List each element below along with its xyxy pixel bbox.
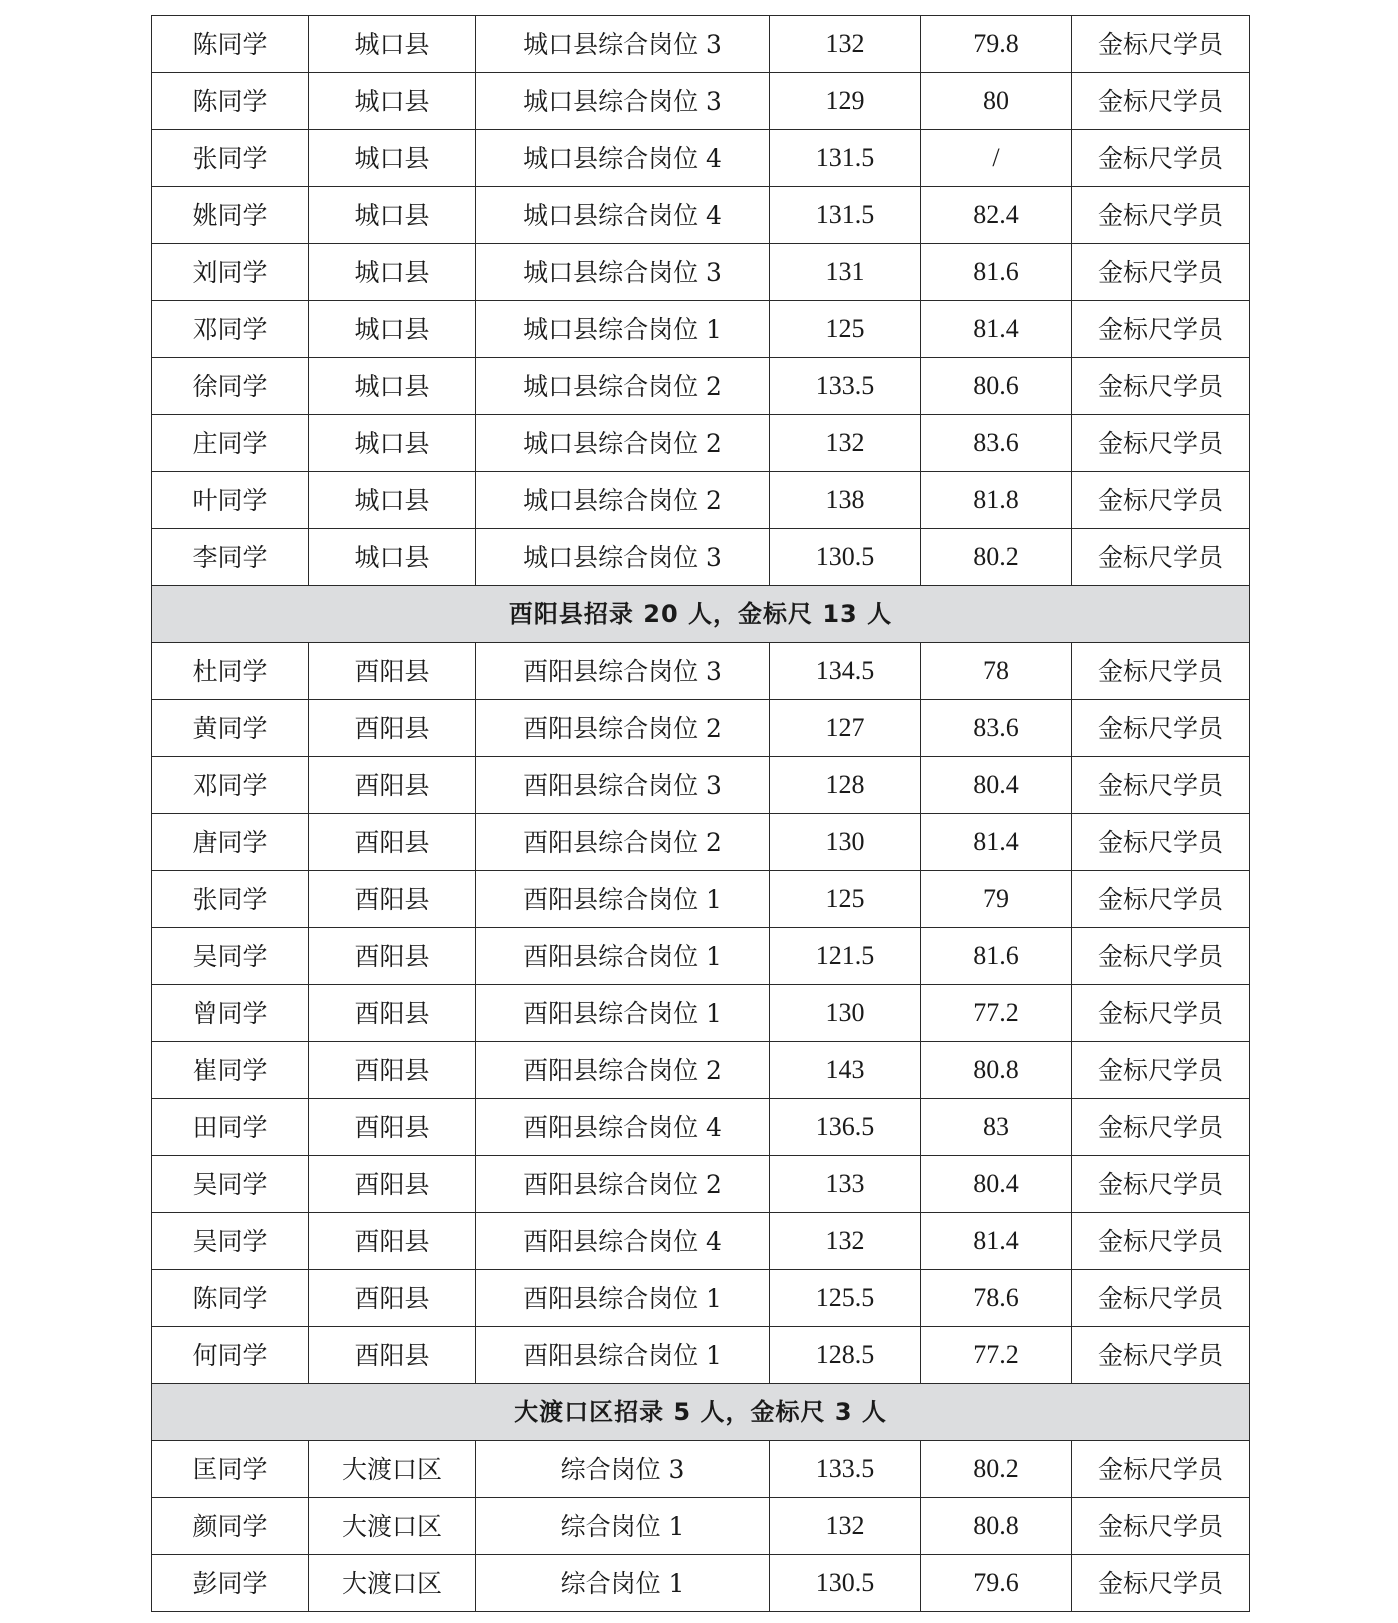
table-row (152, 757, 1250, 814)
county-cell: 大渡口区 (309, 1441, 476, 1498)
county-cell: 酉阳县 (309, 643, 476, 700)
table-row (152, 1099, 1250, 1156)
student-status-cell: 金标尺学员 (1072, 643, 1250, 700)
written-score-cell: 131.5 (770, 187, 921, 244)
interview-score-cell: 80.4 (921, 757, 1072, 814)
student-name-cell: 吴同学 (152, 928, 309, 985)
table-row (152, 1042, 1250, 1099)
county-cell: 酉阳县 (309, 757, 476, 814)
position-cell: 酉阳县综合岗位 3 (476, 643, 770, 700)
student-name-cell: 邓同学 (152, 757, 309, 814)
table-row (152, 73, 1250, 130)
county-cell: 酉阳县 (309, 1327, 476, 1384)
student-status-cell: 金标尺学员 (1072, 472, 1250, 529)
table-row (152, 814, 1250, 871)
student-name-cell: 陈同学 (152, 16, 309, 73)
student-name-cell: 张同学 (152, 871, 309, 928)
student-status-cell: 金标尺学员 (1072, 130, 1250, 187)
position-cell: 城口县综合岗位 3 (476, 16, 770, 73)
county-cell: 城口县 (309, 301, 476, 358)
county-cell: 城口县 (309, 244, 476, 301)
student-name-cell: 田同学 (152, 1099, 309, 1156)
student-name-cell: 李同学 (152, 529, 309, 586)
position-cell: 城口县综合岗位 4 (476, 187, 770, 244)
student-name-cell: 吴同学 (152, 1213, 309, 1270)
county-cell: 酉阳县 (309, 871, 476, 928)
interview-score-cell: 81.6 (921, 244, 1072, 301)
section-title: 酉阳县招录 20 人，金标尺 13 人 (152, 586, 1250, 643)
student-name-cell: 姚同学 (152, 187, 309, 244)
interview-score-cell: 77.2 (921, 1327, 1072, 1384)
county-cell: 酉阳县 (309, 928, 476, 985)
student-status-cell: 金标尺学员 (1072, 757, 1250, 814)
written-score-cell: 121.5 (770, 928, 921, 985)
interview-score-cell: 81.6 (921, 928, 1072, 985)
student-name-cell: 曾同学 (152, 985, 309, 1042)
table-row (152, 415, 1250, 472)
interview-score-cell: 80.2 (921, 529, 1072, 586)
written-score-cell: 130.5 (770, 1555, 921, 1612)
written-score-cell: 131.5 (770, 130, 921, 187)
interview-score-cell: 80.8 (921, 1042, 1072, 1099)
student-status-cell: 金标尺学员 (1072, 16, 1250, 73)
student-name-cell: 吴同学 (152, 1156, 309, 1213)
position-cell: 酉阳县综合岗位 2 (476, 814, 770, 871)
student-name-cell: 庄同学 (152, 415, 309, 472)
county-cell: 城口县 (309, 187, 476, 244)
written-score-cell: 125 (770, 871, 921, 928)
student-status-cell: 金标尺学员 (1072, 1213, 1250, 1270)
student-status-cell: 金标尺学员 (1072, 358, 1250, 415)
table-row (152, 700, 1250, 757)
position-cell: 城口县综合岗位 4 (476, 130, 770, 187)
interview-score-cell: 80.4 (921, 1156, 1072, 1213)
position-cell: 城口县综合岗位 2 (476, 415, 770, 472)
student-name-cell: 陈同学 (152, 73, 309, 130)
student-name-cell: 杜同学 (152, 643, 309, 700)
results-body (152, 16, 1250, 1612)
interview-score-cell: 81.4 (921, 301, 1072, 358)
table-row (152, 1327, 1250, 1384)
student-status-cell: 金标尺学员 (1072, 1498, 1250, 1555)
county-cell: 城口县 (309, 415, 476, 472)
written-score-cell: 132 (770, 1213, 921, 1270)
interview-score-cell: 79 (921, 871, 1072, 928)
position-cell: 酉阳县综合岗位 4 (476, 1213, 770, 1270)
county-cell: 酉阳县 (309, 1042, 476, 1099)
written-score-cell: 125.5 (770, 1270, 921, 1327)
county-cell: 城口县 (309, 529, 476, 586)
student-status-cell: 金标尺学员 (1072, 1270, 1250, 1327)
written-score-cell: 128.5 (770, 1327, 921, 1384)
student-name-cell: 刘同学 (152, 244, 309, 301)
county-cell: 城口县 (309, 472, 476, 529)
position-cell: 城口县综合岗位 3 (476, 529, 770, 586)
interview-score-cell: 81.8 (921, 472, 1072, 529)
written-score-cell: 134.5 (770, 643, 921, 700)
written-score-cell: 133.5 (770, 358, 921, 415)
student-status-cell: 金标尺学员 (1072, 187, 1250, 244)
written-score-cell: 132 (770, 1498, 921, 1555)
written-score-cell: 136.5 (770, 1099, 921, 1156)
student-status-cell: 金标尺学员 (1072, 301, 1250, 358)
student-status-cell: 金标尺学员 (1072, 1327, 1250, 1384)
written-score-cell: 131 (770, 244, 921, 301)
interview-score-cell: 78.6 (921, 1270, 1072, 1327)
student-name-cell: 匡同学 (152, 1441, 309, 1498)
county-cell: 城口县 (309, 130, 476, 187)
interview-score-cell: 83 (921, 1099, 1072, 1156)
county-cell: 酉阳县 (309, 1270, 476, 1327)
student-status-cell: 金标尺学员 (1072, 928, 1250, 985)
table-row (152, 643, 1250, 700)
student-name-cell: 陈同学 (152, 1270, 309, 1327)
position-cell: 酉阳县综合岗位 2 (476, 1042, 770, 1099)
student-status-cell: 金标尺学员 (1072, 1156, 1250, 1213)
table-row (152, 1498, 1250, 1555)
written-score-cell: 133.5 (770, 1441, 921, 1498)
student-status-cell: 金标尺学员 (1072, 871, 1250, 928)
written-score-cell: 143 (770, 1042, 921, 1099)
student-status-cell: 金标尺学员 (1072, 244, 1250, 301)
student-status-cell: 金标尺学员 (1072, 529, 1250, 586)
interview-score-cell: 80.8 (921, 1498, 1072, 1555)
student-status-cell: 金标尺学员 (1072, 985, 1250, 1042)
position-cell: 城口县综合岗位 3 (476, 244, 770, 301)
county-cell: 酉阳县 (309, 814, 476, 871)
interview-score-cell: 81.4 (921, 814, 1072, 871)
student-name-cell: 徐同学 (152, 358, 309, 415)
interview-score-cell: 82.4 (921, 187, 1072, 244)
county-cell: 酉阳县 (309, 985, 476, 1042)
written-score-cell: 125 (770, 301, 921, 358)
table-row (152, 130, 1250, 187)
written-score-cell: 133 (770, 1156, 921, 1213)
table-row (152, 529, 1250, 586)
table-row (152, 1156, 1250, 1213)
student-status-cell: 金标尺学员 (1072, 1441, 1250, 1498)
position-cell: 综合岗位 1 (476, 1498, 770, 1555)
results-table (151, 15, 1250, 1612)
position-cell: 城口县综合岗位 2 (476, 472, 770, 529)
student-name-cell: 何同学 (152, 1327, 309, 1384)
student-status-cell: 金标尺学员 (1072, 1555, 1250, 1612)
table-row (152, 1555, 1250, 1612)
position-cell: 综合岗位 3 (476, 1441, 770, 1498)
student-name-cell: 崔同学 (152, 1042, 309, 1099)
position-cell: 酉阳县综合岗位 1 (476, 1327, 770, 1384)
position-cell: 城口县综合岗位 2 (476, 358, 770, 415)
interview-score-cell: 83.6 (921, 700, 1072, 757)
written-score-cell: 138 (770, 472, 921, 529)
table-row (152, 1213, 1250, 1270)
position-cell: 酉阳县综合岗位 1 (476, 985, 770, 1042)
interview-score-cell: / (921, 130, 1072, 187)
written-score-cell: 130 (770, 985, 921, 1042)
student-status-cell: 金标尺学员 (1072, 415, 1250, 472)
position-cell: 酉阳县综合岗位 2 (476, 1156, 770, 1213)
county-cell: 城口县 (309, 358, 476, 415)
county-cell: 大渡口区 (309, 1555, 476, 1612)
interview-score-cell: 79.6 (921, 1555, 1072, 1612)
table-row (152, 1441, 1250, 1498)
interview-score-cell: 78 (921, 643, 1072, 700)
table-row (152, 472, 1250, 529)
table-row (152, 358, 1250, 415)
position-cell: 酉阳县综合岗位 4 (476, 1099, 770, 1156)
county-cell: 城口县 (309, 73, 476, 130)
written-score-cell: 129 (770, 73, 921, 130)
section-header-row (152, 1384, 1250, 1441)
student-name-cell: 张同学 (152, 130, 309, 187)
county-cell: 酉阳县 (309, 1213, 476, 1270)
table-row (152, 1270, 1250, 1327)
student-name-cell: 彭同学 (152, 1555, 309, 1612)
position-cell: 城口县综合岗位 3 (476, 73, 770, 130)
position-cell: 综合岗位 1 (476, 1555, 770, 1612)
written-score-cell: 127 (770, 700, 921, 757)
interview-score-cell: 81.4 (921, 1213, 1072, 1270)
interview-score-cell: 80 (921, 73, 1072, 130)
student-status-cell: 金标尺学员 (1072, 1099, 1250, 1156)
table-row (152, 928, 1250, 985)
interview-score-cell: 77.2 (921, 985, 1072, 1042)
interview-score-cell: 83.6 (921, 415, 1072, 472)
county-cell: 大渡口区 (309, 1498, 476, 1555)
student-status-cell: 金标尺学员 (1072, 814, 1250, 871)
county-cell: 酉阳县 (309, 1099, 476, 1156)
table-row (152, 187, 1250, 244)
written-score-cell: 132 (770, 415, 921, 472)
position-cell: 酉阳县综合岗位 1 (476, 928, 770, 985)
table-row (152, 244, 1250, 301)
position-cell: 酉阳县综合岗位 1 (476, 1270, 770, 1327)
table-row (152, 301, 1250, 358)
student-status-cell: 金标尺学员 (1072, 1042, 1250, 1099)
interview-score-cell: 80.6 (921, 358, 1072, 415)
student-status-cell: 金标尺学员 (1072, 73, 1250, 130)
written-score-cell: 128 (770, 757, 921, 814)
student-name-cell: 颜同学 (152, 1498, 309, 1555)
interview-score-cell: 79.8 (921, 16, 1072, 73)
table-row (152, 985, 1250, 1042)
county-cell: 酉阳县 (309, 1156, 476, 1213)
position-cell: 城口县综合岗位 1 (476, 301, 770, 358)
county-cell: 酉阳县 (309, 700, 476, 757)
position-cell: 酉阳县综合岗位 3 (476, 757, 770, 814)
student-name-cell: 黄同学 (152, 700, 309, 757)
position-cell: 酉阳县综合岗位 2 (476, 700, 770, 757)
written-score-cell: 132 (770, 16, 921, 73)
student-status-cell: 金标尺学员 (1072, 700, 1250, 757)
table-row (152, 16, 1250, 73)
student-name-cell: 唐同学 (152, 814, 309, 871)
section-header-row (152, 586, 1250, 643)
table-row (152, 871, 1250, 928)
student-name-cell: 邓同学 (152, 301, 309, 358)
position-cell: 酉阳县综合岗位 1 (476, 871, 770, 928)
student-name-cell: 叶同学 (152, 472, 309, 529)
section-title: 大渡口区招录 5 人，金标尺 3 人 (152, 1384, 1250, 1441)
written-score-cell: 130.5 (770, 529, 921, 586)
written-score-cell: 130 (770, 814, 921, 871)
county-cell: 城口县 (309, 16, 476, 73)
interview-score-cell: 80.2 (921, 1441, 1072, 1498)
